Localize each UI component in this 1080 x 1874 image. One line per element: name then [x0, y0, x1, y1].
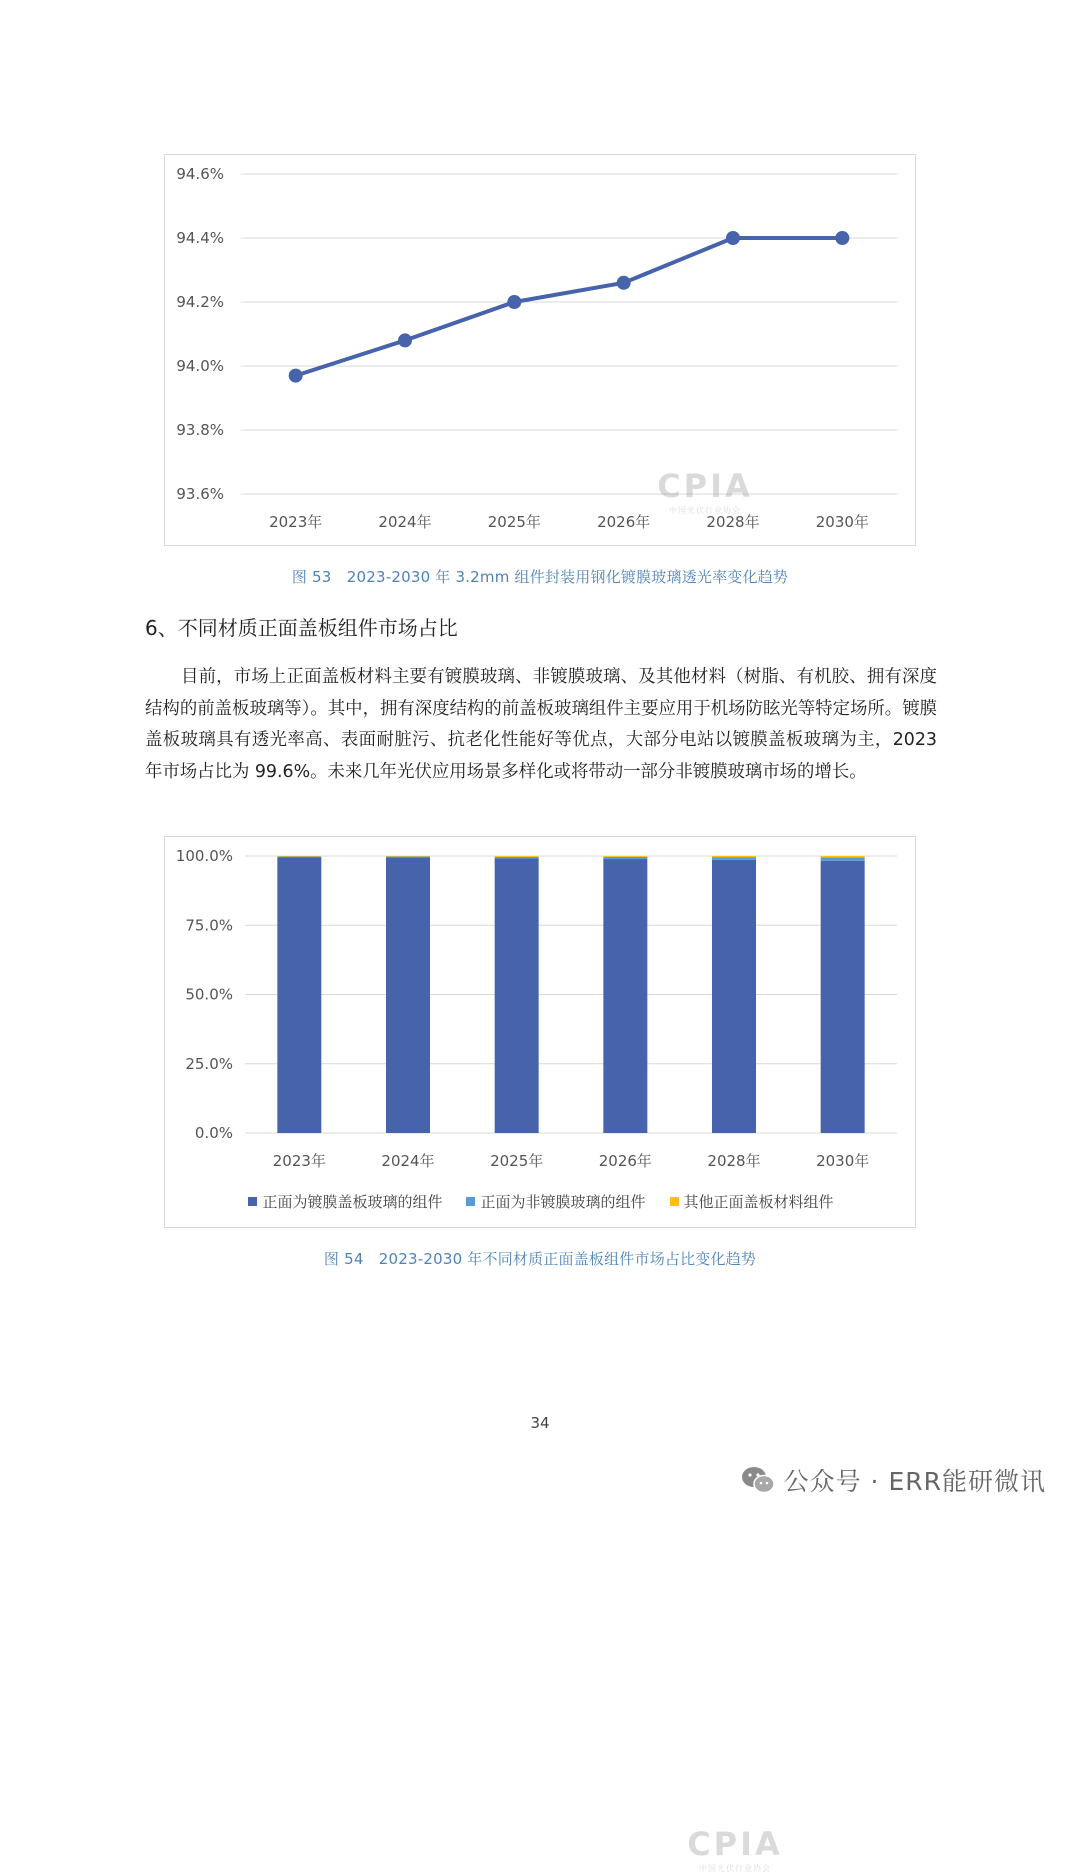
section-heading: 6、不同材质正面盖板组件市场占比 — [145, 616, 458, 640]
bar-segment — [495, 856, 539, 857]
legend-label: 正面为镀膜盖板玻璃的组件 — [262, 1193, 443, 1211]
bar-segment — [712, 857, 756, 860]
legend-item — [248, 1191, 442, 1212]
y-tick-label: 94.4% — [176, 229, 224, 247]
bar-segment — [603, 856, 647, 857]
section-paragraph: 目前，市场上正面盖板材料主要有镀膜玻璃、非镀膜玻璃、及其他材料（树脂、有机胶、拥有深度结构的前盖板玻璃等）。其中，拥有深度结构的前盖板玻璃组件主要应用于机场防眩光等特定场所。镀膜盖板玻璃具有透光率高、表面耐脏污、抗老化性能好等优点，大部分电站以镀膜盖板玻璃为主，2023 年市场占比为 99.6%。未来几年光伏应用场景多样化或将带动一部分非镀膜玻璃市场的增长。 — [145, 667, 937, 782]
x-tick-label: 2028年 — [707, 1152, 761, 1170]
bar-segment — [821, 861, 865, 1133]
bar-segment — [712, 856, 756, 857]
transmittance-line-chart — [164, 154, 916, 546]
legend-label: 其他正面盖板材料组件 — [683, 1193, 834, 1211]
x-tick-label: 2024年 — [381, 1152, 435, 1170]
bar-segment — [277, 856, 321, 857]
x-tick-label: 2023年 — [269, 513, 323, 531]
x-tick-label: 2030年 — [815, 513, 869, 531]
y-tick-label: 0.0% — [194, 1124, 233, 1142]
data-point — [617, 276, 631, 290]
x-tick-label: 2023年 — [272, 1152, 326, 1170]
bar-segment — [277, 857, 321, 1133]
bar-segment — [712, 860, 756, 1133]
y-tick-label: 50.0% — [185, 985, 233, 1004]
bar-segment — [495, 858, 539, 1133]
legend-swatch-uncoated — [466, 1197, 475, 1206]
legend-item — [466, 1191, 645, 1212]
data-point — [398, 333, 412, 347]
bar-segment — [495, 857, 539, 858]
wechat-account-text: 公众号 · ERR能研微讯 — [783, 1467, 1046, 1496]
watermark-main: CPIA — [657, 467, 753, 505]
x-tick-label: 2026年 — [597, 513, 651, 531]
y-tick-label: 94.2% — [176, 293, 224, 311]
bar-segment — [386, 857, 430, 1133]
x-tick-label: 2024年 — [378, 513, 432, 531]
x-tick-label: 2025年 — [487, 513, 541, 531]
bar-segment — [821, 856, 865, 857]
x-tick-label: 2026年 — [598, 1152, 652, 1170]
data-point — [726, 231, 740, 245]
cpia-watermark — [670, 1825, 800, 1874]
wechat-icon — [740, 1465, 776, 1495]
bar-segment — [386, 857, 430, 858]
bar-segment — [821, 857, 865, 860]
y-tick-label: 94.0% — [176, 357, 224, 375]
figure-53-caption: 图 53 2023-2030 年 3.2mm 组件封装用钢化镀膜玻璃透光率变化趋势 — [291, 568, 789, 586]
bar-segment — [603, 859, 647, 1133]
data-point — [507, 295, 521, 309]
figure-54-caption: 图 54 2023-2030 年不同材质正面盖板组件市场占比变化趋势 — [323, 1250, 757, 1268]
x-tick-label: 2025年 — [490, 1152, 544, 1170]
y-tick-label: 93.6% — [176, 485, 224, 503]
bar-segment — [277, 857, 321, 858]
bar-segment — [386, 856, 430, 857]
wechat-footer — [740, 1462, 1046, 1498]
x-tick-label: 2028年 — [706, 513, 760, 531]
y-tick-label: 75.0% — [185, 916, 233, 935]
legend-swatch-other — [670, 1197, 679, 1206]
chart-legend — [165, 1191, 917, 1212]
line-chart-canvas — [165, 155, 917, 547]
legend-label: 正面为非镀膜玻璃的组件 — [480, 1193, 646, 1211]
watermark-main: CPIA — [687, 1825, 783, 1863]
data-point — [835, 231, 849, 245]
bar-segment — [603, 857, 647, 859]
watermark-sub: 中国光伏行业协会 — [669, 506, 741, 515]
watermark-sub: 中国光伏行业协会 — [699, 1864, 771, 1873]
y-tick-label: 100.0% — [175, 847, 233, 865]
data-point — [289, 369, 303, 383]
series-line — [296, 238, 843, 376]
page-number: 34 — [530, 1414, 550, 1432]
legend-swatch-coated — [248, 1197, 257, 1206]
y-tick-label: 94.6% — [176, 165, 224, 183]
bar-chart-canvas — [165, 837, 917, 1229]
cpia-watermark — [640, 467, 770, 516]
x-tick-label: 2030年 — [816, 1152, 870, 1170]
y-tick-label: 25.0% — [185, 1054, 233, 1073]
y-tick-label: 93.8% — [176, 421, 224, 439]
legend-item — [670, 1191, 834, 1212]
